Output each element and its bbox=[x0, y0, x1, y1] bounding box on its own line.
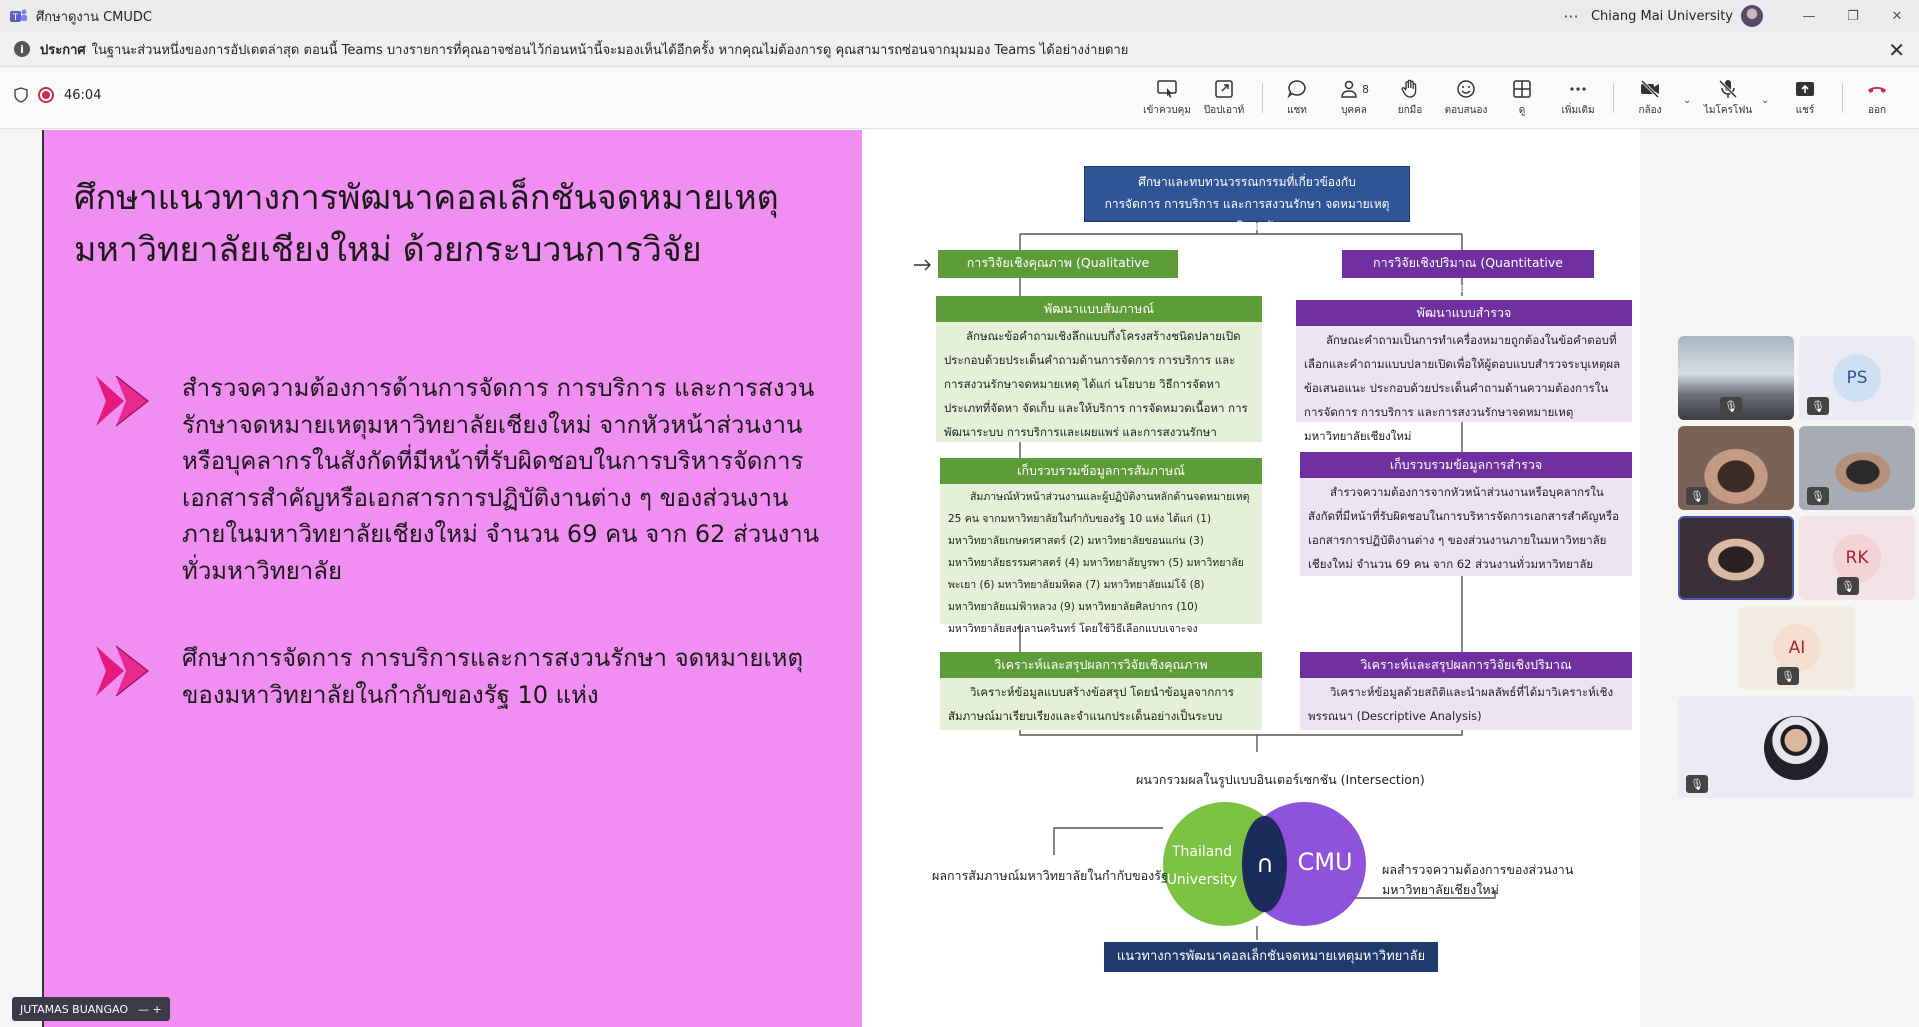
title-bar bbox=[0, 0, 1919, 32]
popout-icon bbox=[1213, 78, 1235, 100]
venn-a-line: Thailand bbox=[1171, 844, 1233, 860]
chat-icon bbox=[1286, 78, 1308, 100]
camera-off-icon bbox=[1639, 78, 1661, 100]
presenter-name-tag bbox=[12, 997, 170, 1021]
output-box: แนวทางการพัฒนาคอลเล็กชันจดหมายเหตุมหาวิทยาลัยเชียงใหม่ bbox=[1104, 942, 1438, 972]
slide-bullet bbox=[94, 640, 834, 713]
qual-step-title: เก็บรวบรวมข้อมูลการสัมภาษณ์ bbox=[940, 458, 1262, 484]
meeting-timer: 46:04 bbox=[64, 87, 102, 103]
venn-a-label bbox=[1162, 838, 1242, 894]
profile-avatar[interactable] bbox=[1741, 5, 1763, 27]
banner-close-icon[interactable]: ✕ bbox=[1888, 38, 1905, 62]
slide-title: ศึกษาแนวทางการพัฒนาคอลเล็กชันจดหมายเหตุ มหาวิทยาลัยเชียงใหม่ ด้วยกระบวนการวิจัย bbox=[74, 178, 779, 270]
people-label: บุคคล bbox=[1341, 105, 1367, 116]
close-icon[interactable]: ✕ bbox=[1891, 8, 1903, 24]
banner-label: ประกาศ bbox=[40, 42, 86, 58]
react-label: ตอบสนอง bbox=[1444, 105, 1488, 116]
literature-review-box bbox=[1084, 166, 1410, 233]
people-count: 8 bbox=[1362, 82, 1369, 96]
quant-step-body: ลักษณะคำถามเป็นการทำเครื่องหมายถูกต้องในข้อคำตอบที่เลือกและคำถามแบบปลายเปิดเพื่อให้ผู้ตอบแบบสำรวจระบุเหตุผล ข้อเสนอแนะ ประกอบด้วยประเด็นคำถามด้านความต้องการในการจัดการ การบริการ และการสงวนรักษาจดหมายเหตุมหาวิทยาลัยเชียงใหม่ bbox=[1296, 326, 1632, 422]
participant-initials: PS bbox=[1833, 354, 1881, 402]
popout-label: ป๊อปเอาท์ bbox=[1203, 105, 1245, 116]
qualitative-research-box: การวิจัยเชิงคุณภาพ (Qualitative Research) bbox=[938, 250, 1178, 278]
mic-button[interactable] bbox=[1698, 75, 1758, 121]
restore-icon[interactable]: ❐ bbox=[1847, 8, 1859, 24]
intersection-symbol: ∩ bbox=[1256, 850, 1274, 878]
research-diagram bbox=[864, 130, 1640, 1027]
toolbar-divider bbox=[1262, 83, 1263, 113]
participant-initials: AI bbox=[1773, 624, 1821, 672]
quant-step-body: สำรวจความต้องการจากหัวหน้าส่วนงานหรือบุคลากรในสังกัดที่มีหน้าที่รับผิดชอบในการบริหารจัดการเอกสารสำคัญหรือเอกสารการปฏิบัติงานต่าง ๆ ของส่วนงานภายในมหาวิทยาลัยเชียงใหม่ จำนวน 69 คน จาก 62 ส่วนงานทั่วมหาวิทยาลัย bbox=[1300, 478, 1632, 576]
meeting-toolbar bbox=[0, 67, 1919, 129]
more-label: เพิ่มเติม bbox=[1561, 105, 1595, 116]
participant-tile[interactable] bbox=[1678, 696, 1914, 798]
participant-tile[interactable] bbox=[1799, 426, 1915, 510]
leave-label: ออก bbox=[1867, 105, 1887, 116]
toolbar-divider bbox=[1842, 83, 1843, 113]
qual-step-body: สัมภาษณ์หัวหน้าส่วนงานและผู้ปฏิบัติงานหลักด้านจดหมายเหตุ 25 คน จากมหาวิทยาลัยในกำกับของรัฐ 10 แห่ง ได้แก่ (1) มหาวิทยาลัยเกษตรศาสตร์ (2) มหาวิทยาลัยขอนแก่น (3) มหาวิทยาลัยธรรมศาสตร์ (4) มหาวิทยาลัยบูรพา (5) มหาวิทยาลัยพะเยา (6) มหาวิทยาลัยมหิดล (7) มหาวิทยาลัยแม่โจ้ (8) มหาวิทยาลัยแม่ฟ้าหลวง (9) มหาวิทยาลัยศิลปากร (10) มหาวิทยาลัยสงขลานครินทร์ โดยใช้วิธีเลือกแบบเจาะจง bbox=[940, 484, 1262, 624]
quant-step-body: วิเคราะห์ข้อมูลด้วยสถิติและนำผลลัพธ์ที่ได้มาวิเคราะห์เชิงพรรณนา (Descriptive Analysis) bbox=[1300, 678, 1632, 730]
take-control-icon bbox=[1156, 78, 1178, 100]
camera-label: กล้อง bbox=[1638, 105, 1662, 116]
more-dots-icon bbox=[1567, 78, 1589, 100]
slide-bullet-text: สำรวจความต้องการด้านการจัดการ การบริการ และการสงวนรักษาจดหมายเหตุมหาวิทยาลัยเชียงใหม่ จากหัวหน้าส่วนงานหรือบุคลากรในสังกัดที่มีหน้าที่รับผิดชอบในการบริหารจัดการเอกสารสำคัญหรือเอกสารการปฏิบัติงานต่าง ๆ ของส่วนงานภายในมหาวิทยาลัยเชียงใหม่ จำนวน 69 คน จาก 62 ส่วนงานทั่วมหาวิทยาลัย bbox=[182, 374, 820, 585]
participant-avatar bbox=[1764, 716, 1828, 780]
camera-options-chevron-icon[interactable]: ⌄ bbox=[1683, 95, 1692, 106]
qual-step-title: วิเคราะห์และสรุปผลการวิจัยเชิงคุณภาพ bbox=[940, 652, 1262, 678]
view-button[interactable] bbox=[1492, 75, 1552, 121]
participant-initials: RK bbox=[1833, 534, 1881, 582]
quant-step-title: เก็บรวบรวมข้อมูลการสำรวจ bbox=[1300, 452, 1632, 478]
leave-button[interactable] bbox=[1847, 75, 1907, 121]
merge-label: ผนวกรวมผลในรูปแบบอินเตอร์เซกชัน (Intersection) bbox=[1136, 772, 1425, 787]
shield-icon bbox=[14, 87, 28, 103]
arrow-bullet-icon bbox=[94, 642, 156, 700]
literature-review-line: ศึกษาและทบทวนวรรณกรรมที่เกี่ยวข้องกับ bbox=[1138, 175, 1356, 189]
share-label: แชร์ bbox=[1795, 105, 1815, 116]
mic-muted-icon: 🎙︎ bbox=[1837, 577, 1859, 595]
mic-options-chevron-icon[interactable]: ⌄ bbox=[1761, 95, 1770, 106]
raise-hand-icon bbox=[1399, 78, 1421, 100]
mic-muted-icon: 🎙︎ bbox=[1720, 397, 1742, 415]
chat-label: แชท bbox=[1287, 105, 1307, 116]
org-name: Chiang Mai University bbox=[1590, 8, 1733, 24]
take-control-button[interactable] bbox=[1137, 75, 1197, 121]
window-title: ศึกษาดูงาน CMUDC bbox=[36, 9, 152, 25]
mic-off-icon bbox=[1717, 78, 1739, 100]
banner-text: ในฐานะส่วนหนึ่งของการอัปเดตล่าสุด ตอนนี้ Teams บางรายการที่คุณอาจซ่อนไว้ก่อนหน้านี้จะมองเห็นได้อีกครั้ง หากคุณไม่ต้องการดู คุณสามารถซ่อนจากมุมมอง Teams ได้อย่างง่ายดาย bbox=[91, 42, 1129, 58]
participant-tile[interactable] bbox=[1678, 426, 1794, 510]
participant-gallery bbox=[1640, 130, 1919, 1027]
participant-tile[interactable] bbox=[1799, 336, 1915, 420]
react-icon bbox=[1455, 78, 1477, 100]
announcement-banner bbox=[0, 32, 1919, 67]
raise-hand-button[interactable] bbox=[1380, 75, 1440, 121]
right-result-label: ผลสำรวจความต้องการของส่วนงานมหาวิทยาลัยเชียงใหม่ bbox=[1382, 862, 1574, 897]
camera-button[interactable] bbox=[1620, 75, 1680, 121]
participant-tile[interactable] bbox=[1799, 516, 1915, 600]
mic-label: ไมโครโฟน bbox=[1703, 105, 1753, 116]
participant-tile-active-speaker[interactable] bbox=[1678, 516, 1794, 600]
participant-tile[interactable] bbox=[1678, 336, 1794, 420]
mic-muted-icon: 🎙︎ bbox=[1777, 667, 1799, 685]
share-icon bbox=[1794, 78, 1816, 100]
more-button[interactable] bbox=[1548, 75, 1608, 121]
shared-slide bbox=[42, 130, 1640, 1027]
raise-hand-label: ยกมือ bbox=[1397, 105, 1423, 116]
left-result-label: ผลการสัมภาษณ์มหาวิทยาลัยในกำกับของรัฐ bbox=[932, 868, 1168, 883]
mic-muted-icon: 🎙︎ bbox=[1807, 397, 1829, 415]
mic-muted-icon: 🎙︎ bbox=[1807, 487, 1829, 505]
quantitative-research-box: การวิจัยเชิงปริมาณ (Quantitative Research) bbox=[1342, 250, 1594, 278]
share-button[interactable] bbox=[1775, 75, 1835, 121]
venn-a-line: University bbox=[1166, 872, 1238, 888]
presenter-tag-controls[interactable]: — + bbox=[138, 1002, 162, 1016]
qual-step-body: วิเคราะห์ข้อมูลแบบสร้างข้อสรุป โดยนำข้อมูลจากการสัมภาษณ์มาเรียบเรียงและจำแนกประเด็นอย่างเป็นระบบ bbox=[940, 678, 1262, 730]
meeting-stage bbox=[0, 130, 1919, 1027]
recording-icon bbox=[38, 87, 54, 103]
popout-button[interactable] bbox=[1194, 75, 1254, 121]
quant-step-title: วิเคราะห์และสรุปผลการวิจัยเชิงปริมาณ bbox=[1300, 652, 1632, 678]
hang-up-icon bbox=[1866, 78, 1888, 100]
qual-step-title: พัฒนาแบบสัมภาษณ์ bbox=[936, 296, 1262, 322]
people-icon bbox=[1339, 78, 1361, 100]
quant-step-title: พัฒนาแบบสำรวจ bbox=[1296, 300, 1632, 326]
teams-icon bbox=[10, 8, 28, 24]
minimize-icon[interactable]: — bbox=[1802, 8, 1816, 24]
react-button[interactable] bbox=[1436, 75, 1496, 121]
slide-bullet-text: ศึกษาการจัดการ การบริการและการสงวนรักษา จดหมายเหตุของมหาวิทยาลัยในกำกับของรัฐ 10 แห่ง bbox=[182, 644, 804, 709]
more-icon[interactable]: ··· bbox=[1563, 6, 1579, 26]
people-button[interactable] bbox=[1324, 75, 1384, 121]
toolbar-divider bbox=[1613, 83, 1614, 113]
view-icon bbox=[1511, 78, 1533, 100]
participant-tile[interactable] bbox=[1739, 606, 1855, 690]
take-control-label: เข้าควบคุม bbox=[1143, 105, 1191, 116]
qual-step-body: ลักษณะข้อคำถามเชิงลึกแบบกึ่งโครงสร้างชนิดปลายเปิด ประกอบด้วยประเด็นคำถามด้านการจัดการ การบริการ และการสงวนรักษาจดหมายเหตุ ได้แก่ นโยบาย วิธีการจัดหา ประเภทที่จัดหา จัดเก็บ และให้บริการ การจัดหมวดเนื้อหา การพัฒนาระบบ การบริการและเผยแพร่ และการสงวนรักษา bbox=[936, 322, 1262, 442]
info-icon: i bbox=[14, 41, 30, 57]
view-label: ดู bbox=[1518, 105, 1526, 116]
mic-muted-icon: 🎙︎ bbox=[1686, 487, 1708, 505]
slide-bullet bbox=[94, 370, 834, 589]
arrow-bullet-icon bbox=[94, 372, 156, 430]
venn-b-label: CMU bbox=[1297, 848, 1353, 876]
chat-button[interactable] bbox=[1267, 75, 1327, 121]
presenter-name: JUTAMAS BUANGAO bbox=[20, 1002, 129, 1016]
slide-left-panel bbox=[44, 130, 862, 1027]
mic-muted-icon: 🎙︎ bbox=[1686, 775, 1708, 793]
literature-review-line: การจัดการ การบริการ และการสงวนรักษา จดหมายเหตุมหาวิทยาลัย bbox=[1104, 197, 1390, 233]
svg-text:T: T bbox=[12, 13, 19, 23]
